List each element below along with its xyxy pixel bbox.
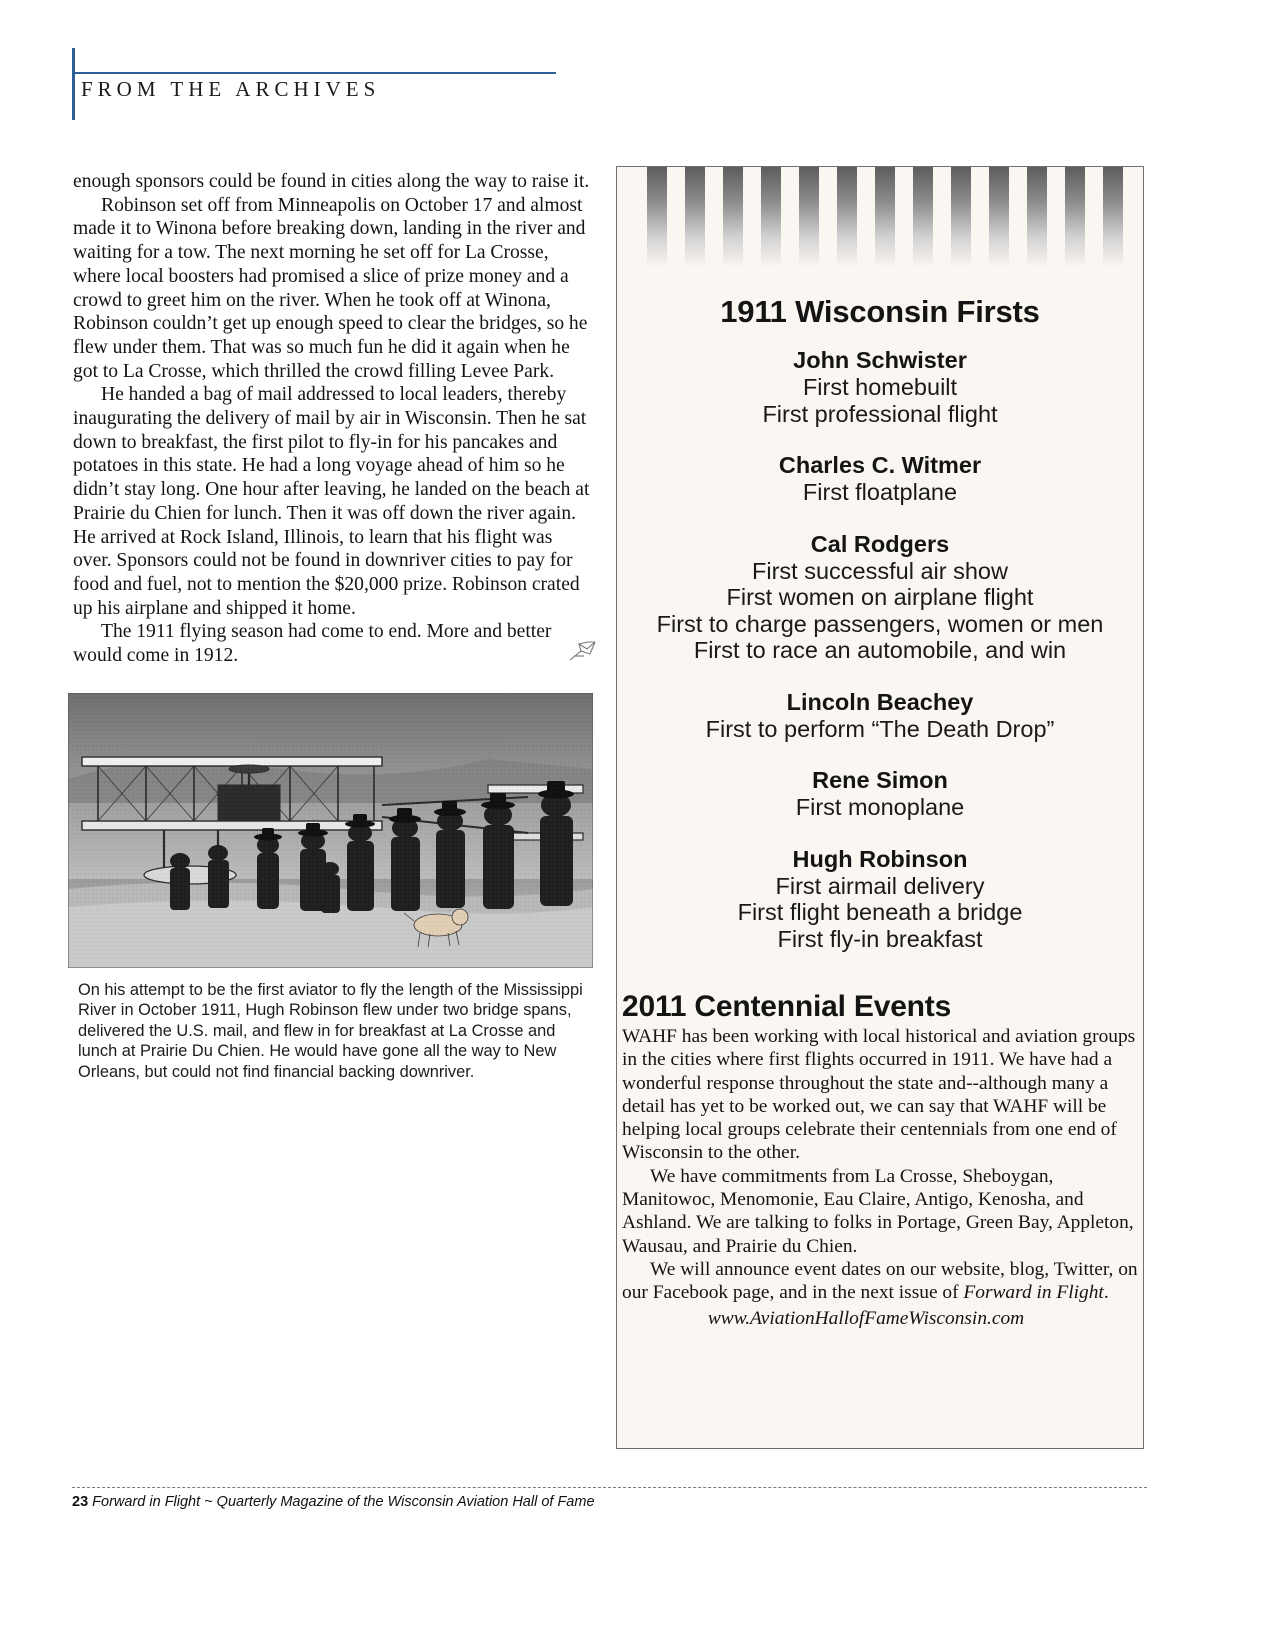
article-column bbox=[73, 170, 593, 668]
aviator-entry bbox=[617, 531, 1143, 664]
aviator-entry bbox=[617, 452, 1143, 506]
aviator-first: First monoplane bbox=[795, 794, 965, 820]
publication-name: Forward in Flight ~ Quarterly Magazine of the Wisconsin Aviation Hall of Fame bbox=[92, 1494, 595, 1510]
aviator-name: Lincoln Beachey bbox=[786, 688, 974, 715]
centennial-section bbox=[622, 990, 1140, 1330]
page-number: 23 bbox=[72, 1494, 93, 1510]
centennial-paragraph-tail: . bbox=[1103, 1282, 1109, 1304]
aviator-first: First fly-in breakfast bbox=[777, 925, 983, 952]
aviator-first: First to perform “The Death Drop” bbox=[705, 715, 1055, 742]
firsts-title: 1911 Wisconsin Firsts bbox=[720, 294, 1040, 329]
sidebar-panel bbox=[616, 166, 1144, 1449]
aviator-entry bbox=[617, 689, 1143, 743]
aviator-first: First airmail delivery bbox=[775, 872, 985, 899]
aviator-entry bbox=[617, 767, 1143, 821]
aviator-first: First homebuilt bbox=[802, 374, 958, 400]
photo-caption: On his attempt to be the first aviator to fly the length of the Mississippi River in October 1911, Hugh Robinson flew under two bridge spans, delivered the U.S. mail, and flew in for breakfast at La Crosse and lunch at Prairie Du Chien. He would have gone all the way to New Orleans, but could not find financial backing downriver. bbox=[78, 981, 583, 1081]
aviator-first: First women on airplane flight bbox=[726, 584, 1034, 610]
article-paragraph: The 1911 flying season had come to end. More and better would come in 1912. bbox=[73, 621, 552, 667]
aviator-first: First professional flight bbox=[762, 400, 998, 427]
airplane-end-mark-icon bbox=[568, 638, 598, 664]
article-paragraph: He handed a bag of mail addressed to local leaders, thereby inaugurating the delivery of mail by air in Wisconsin. Then he sat down to breakfast, the first pilot to fly-in for his pancakes and potatoes in this state. He had a long voyage ahead of him so he didn’t stay long. One hour after leaving, he landed on the beach at Prairie du Chien for lunch. Then it was off down the river again. He arrived at Rock Island, Illinois, to learn that his flight was over. Sponsors could not be found in downriver cities to pay for food and fuel, not to mention the $20,000 prize. Robinson crated up his airplane and shipped it home. bbox=[73, 384, 590, 619]
centennial-paragraph: We have commitments from La Crosse, Sheboygan, Manitowoc, Menomonie, Eau Claire, Antigo, Kenosha, and Ashland. We are talking to folks in Portage, Green Bay, Appleton, Wausau, and Prairie du Chien. bbox=[622, 1165, 1134, 1257]
aviator-first: First flight beneath a bridge bbox=[737, 899, 1023, 925]
article-paragraph: enough sponsors could be found in cities along the way to raise it. bbox=[73, 171, 590, 192]
firsts-list bbox=[617, 347, 1143, 977]
centennial-paragraph: WAHF has been working with local historical and aviation groups in the cities where first flights occurred in 1911. We have had a wonderful response throughout the state and--although many a detail has yet to be worked out, we can say that WAHF will be helping local groups celebrate their centennials from one end of Wisconsin to the other. bbox=[622, 1026, 1136, 1164]
aviator-name: Cal Rodgers bbox=[810, 530, 950, 557]
footer-rule bbox=[72, 1487, 1147, 1488]
aviator-first: First to charge passengers, women or men bbox=[656, 610, 1104, 637]
article-paragraph: Robinson set off from Minneapolis on October 17 and almost made it to Winona before breaking down, landing in the river and waiting for a tow. The next morning he set off for La Crosse, where local boosters had promised a slice of prize money and a crowd to greet him on the river. When he took off at Winona, Robinson couldn’t get up enough speed to clear the bridges, so he flew under them. That was so much fun he did it again when he got to La Crosse, which thrilled the crowd filling Levee Park. bbox=[73, 194, 588, 382]
masthead bbox=[0, 0, 1275, 150]
aviator-first: First floatplane bbox=[802, 479, 958, 505]
centennial-paragraph bbox=[622, 1258, 1140, 1305]
aviator-name: John Schwister bbox=[793, 347, 967, 373]
aviator-entry bbox=[617, 347, 1143, 427]
decorative-stripe-band bbox=[617, 167, 1143, 267]
aviator-name: Rene Simon bbox=[812, 767, 948, 793]
masthead-vertical-rule bbox=[72, 48, 75, 120]
aviator-first: First to race an automobile, and win bbox=[693, 637, 1067, 663]
aviator-name: Charles C. Witmer bbox=[778, 452, 982, 478]
masthead-horizontal-rule bbox=[72, 72, 556, 74]
historic-biplane-crowd-photo bbox=[68, 693, 593, 968]
centennial-title: 2011 Centennial Events bbox=[622, 990, 952, 1023]
aviator-entry bbox=[617, 846, 1143, 953]
website-url[interactable]: www.AviationHallofFameWisconsin.com bbox=[707, 1307, 1025, 1329]
section-title: FROM THE ARCHIVES bbox=[81, 77, 381, 101]
centennial-paragraph-lead: We will announce event dates on our website, blog, Twitter, on our Facebook page, and in the next issue of bbox=[622, 1258, 1138, 1304]
aviator-first: First successful air show bbox=[752, 557, 1008, 584]
aviator-name: Hugh Robinson bbox=[792, 845, 968, 872]
magazine-name: Forward in Flight bbox=[963, 1282, 1104, 1304]
photo-figure bbox=[68, 693, 593, 1082]
footer bbox=[72, 1494, 595, 1510]
